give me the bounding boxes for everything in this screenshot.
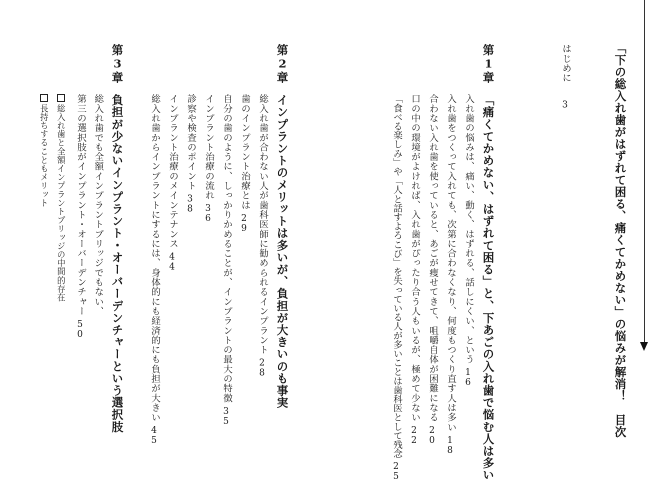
toc-subentry[interactable]: 長持ちすることもメリット <box>40 94 48 207</box>
toc-entry[interactable]: 総入れ歯でも全額インプラントブリッジでもない、 <box>92 94 104 316</box>
vertical-rule <box>644 0 645 346</box>
toc-entry[interactable]: 診察や検査のポイント38 <box>185 94 196 215</box>
checkbox-square-icon <box>57 94 65 102</box>
chapter-1-label: 第1章 <box>481 44 496 84</box>
toc-entry[interactable]: 歯のインプラント治療とは29 <box>239 94 250 234</box>
toc-entry[interactable]: インプラント治療のメインテナンス44 <box>167 94 178 273</box>
intro-page: 3 <box>560 100 570 111</box>
chapter-2-label: 第2章 <box>275 44 290 84</box>
toc-entry[interactable]: 入れ歯をつくって入れても、次第に合わなくなり、何度もつくり直す人は多い18 <box>445 94 456 456</box>
book-title: 「下の総入れ歯がはずれて困る、痛くてかめない」の悩みが解消！ 目次 <box>613 42 628 438</box>
chapter-3-label: 第3章 <box>110 44 125 84</box>
toc-entry[interactable]: 「食べる楽しみ」や「人と話すよろこび」を失っている人が多いことは歯科医として残念25 <box>391 94 402 482</box>
arrow-down-icon <box>640 342 648 351</box>
toc-intro[interactable] <box>560 44 570 111</box>
toc-subentry[interactable]: 総入れ歯と全額インプラントブリッジの中間的存在 <box>57 94 65 302</box>
checkbox-square-icon <box>40 94 48 102</box>
toc-entry[interactable]: 入れ歯の悩みは、痛い、動く、はずれる、話しにくい、という16 <box>463 94 474 389</box>
chapter-2-title[interactable]: インプラントのメリットは多いが、負担が大きいのも事実 <box>275 94 290 409</box>
chapter-3-title[interactable]: 負担が少ないインプラント・オーバーデンチャーという選択肢 <box>110 94 125 433</box>
toc-entry[interactable]: 合わない入れ歯を使っていると、あごが痩せてきて、咀嚼自体が困難になる20 <box>427 94 438 447</box>
intro-label: はじめに <box>560 44 571 83</box>
chapter-1-title[interactable]: 「痛くてかめない、はずれて困る」と、下あごの入れ歯で悩む人は多い <box>481 94 496 482</box>
toc-entry[interactable]: インプラント治療の流れ36 <box>203 94 214 225</box>
toc-entry[interactable]: 総入れ歯が合わない人が歯科医師に勧められるインプラント28 <box>257 94 268 379</box>
toc-entry[interactable]: 総入れ歯からインプラントにするには、身体的にも経済的にも負担が大きい45 <box>149 94 160 447</box>
toc-entry[interactable]: 口の中の環境がよければ、入れ歯がぴったり合う人もいるが、極めて少ない22 <box>409 94 420 447</box>
toc-entry[interactable]: 第三の選択肢がインプラント・オーバーデンチャー50 <box>75 94 86 340</box>
toc-entry[interactable]: 自分の歯のように、しっかりかめることが、インプラントの最大の特徴35 <box>221 94 232 427</box>
